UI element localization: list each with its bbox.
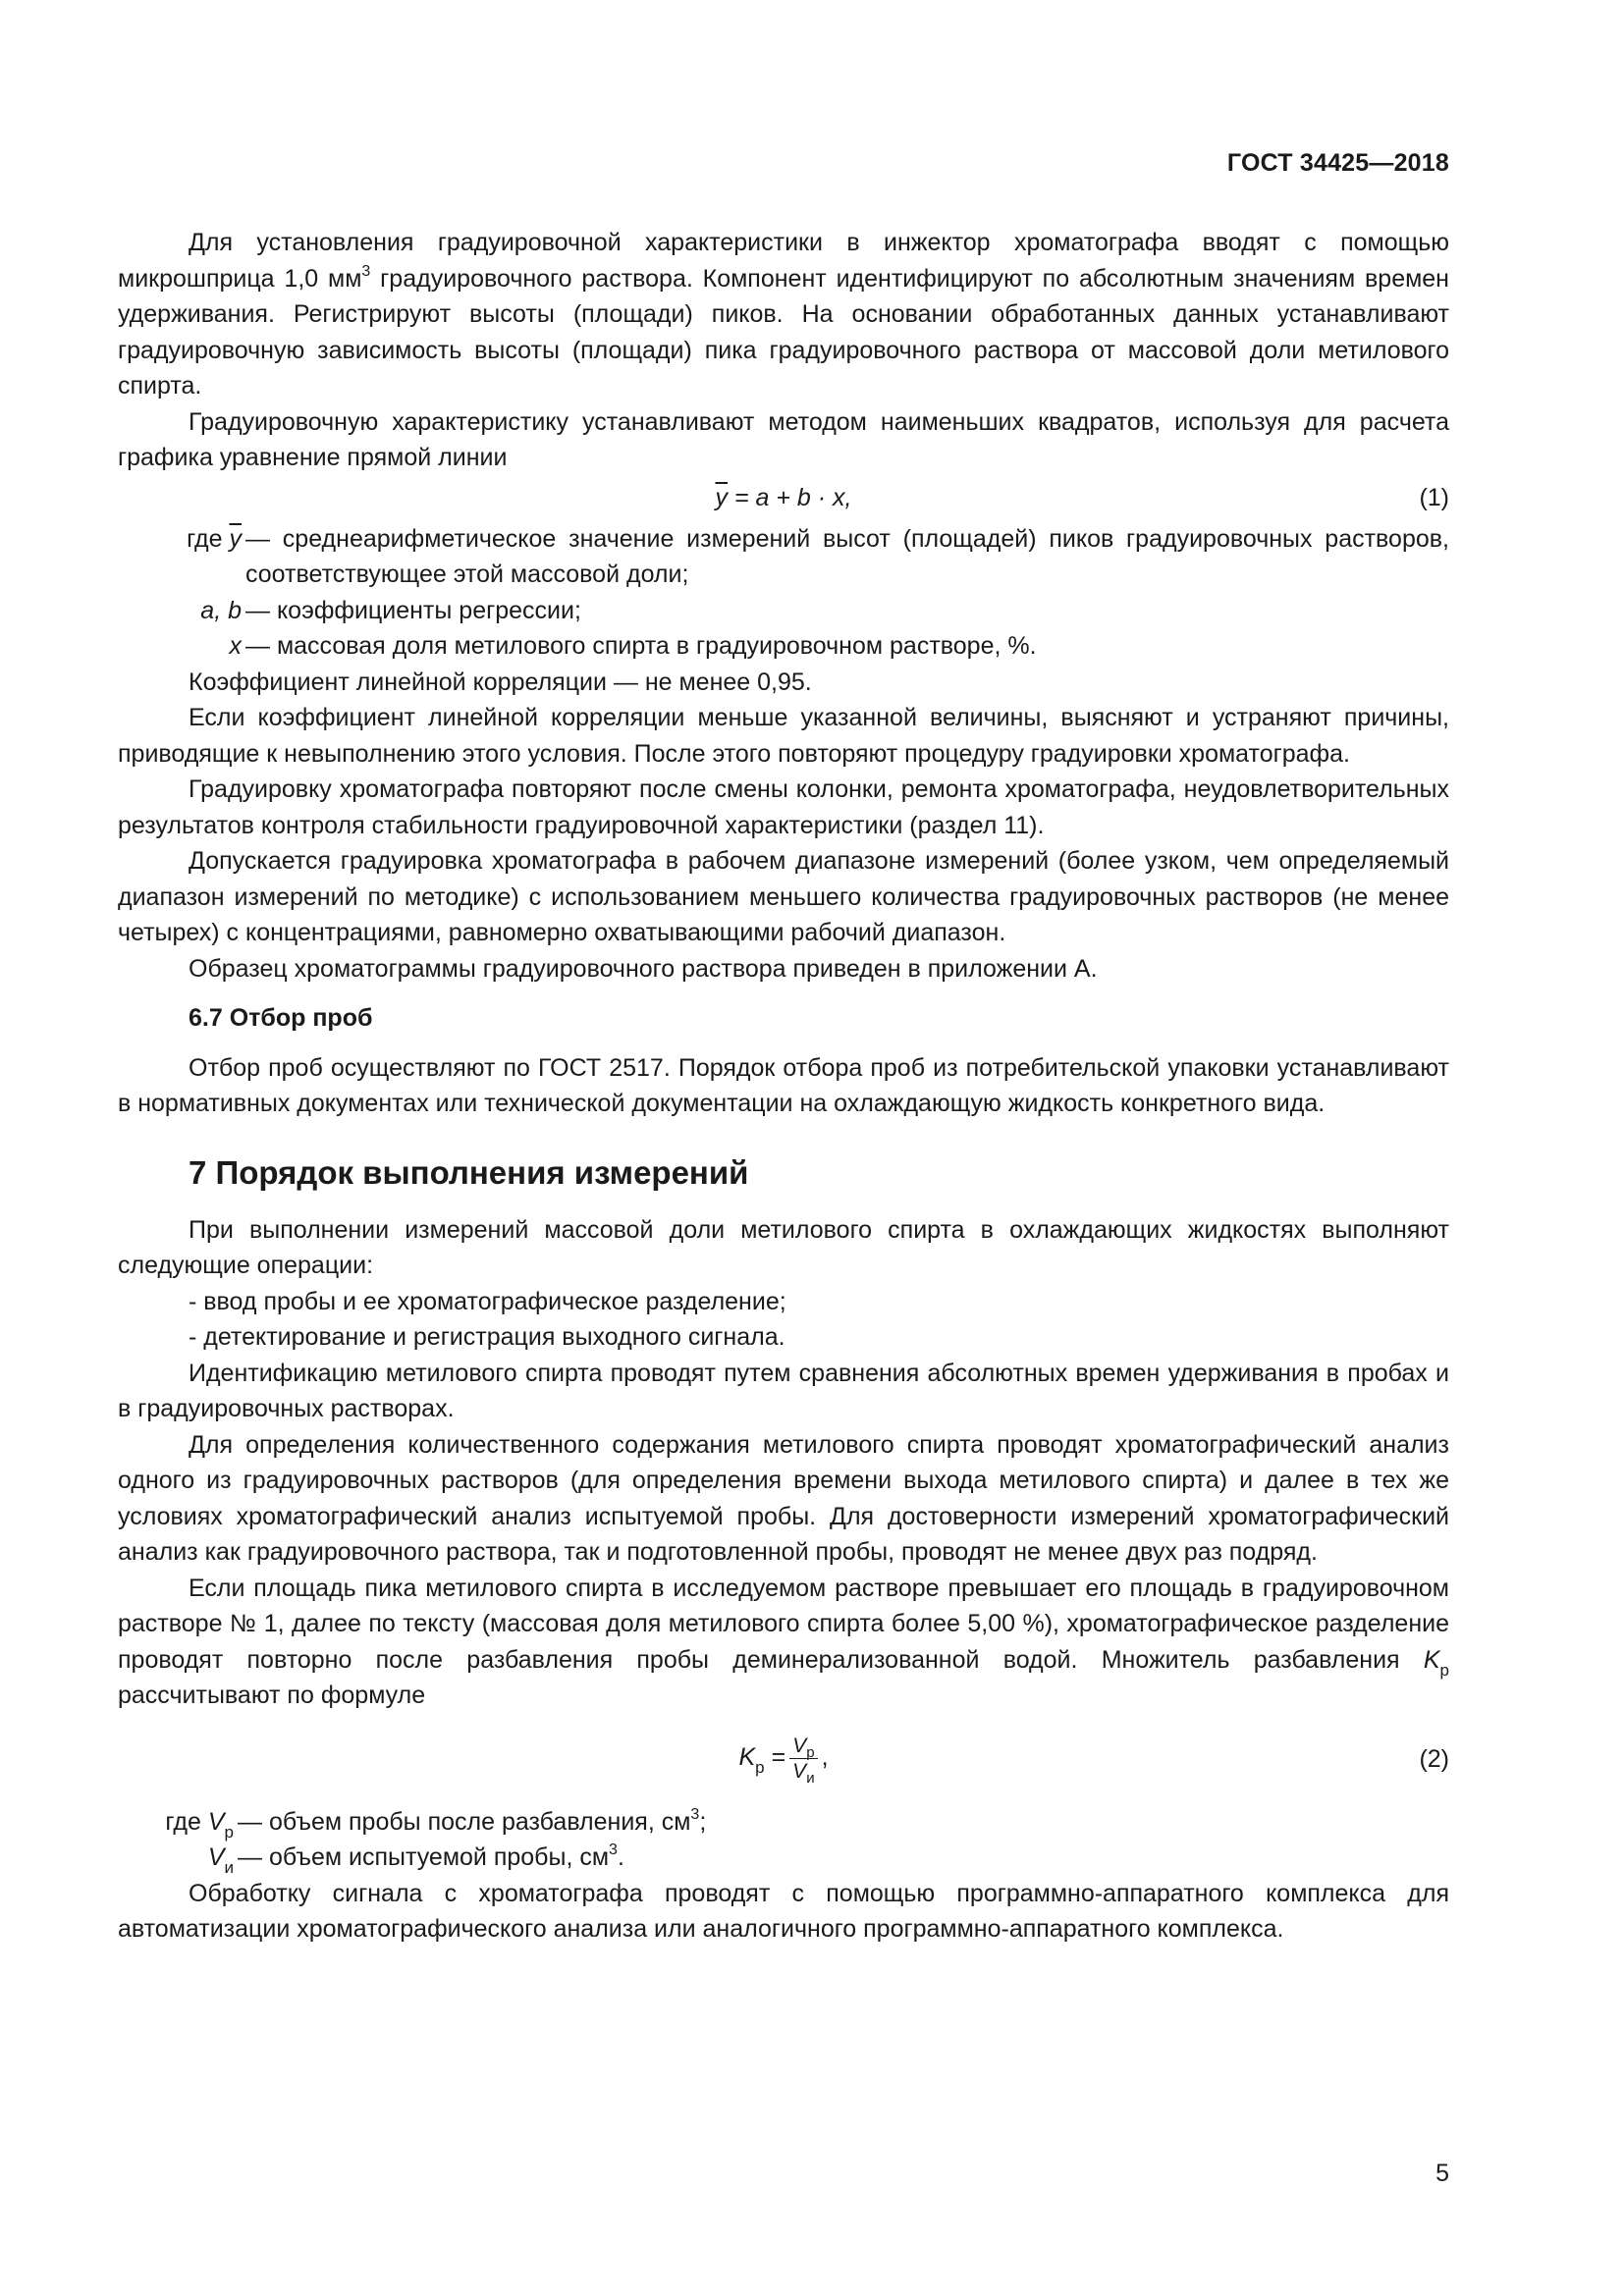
document-page	[118, 0, 1449, 2296]
definitions-1	[118, 521, 1449, 665]
definition-item: a, b — коэффициенты регрессии;	[200, 596, 581, 624]
formula-2	[118, 1714, 1449, 1804]
subsection-title: 6.7 Отбор проб	[189, 1004, 373, 1032]
paragraph: Отбор проб осуществляют по ГОСТ 2517. Порядок отбора проб из потребительской упаковки устанавливают в нормативных документах или технической документации на охлаждающую жидкость конкретного вида.	[118, 1053, 1449, 1117]
page-number: 5	[1435, 2160, 1449, 2187]
formula-number: (2)	[1419, 1744, 1449, 1773]
definition-item: $V_и$ — объем испытуемой пробы, $см^3$.	[207, 1842, 624, 1877]
definition-item: x — массовая доля метилового спирта в градуировочном растворе, %.	[229, 632, 1037, 660]
doc-header: ГОСТ 34425—2018	[1226, 149, 1449, 177]
paragraph: Градуировку хроматографа повторяют после смены колонки, ремонта хроматографа, неудовлетворительных результатов контроля стабильности градуировочной характеристики (раздел 11).	[118, 775, 1449, 839]
paragraph: Для определения количественного содержания метилового спирта проводят хроматографический анализ одного из градуировочных растворов (для определения времени выхода метилового спирта) и далее в тех же условиях хроматографический анализ испытуемой пробы. Для достоверности измерений хроматографический анализ как градуировочного раствора, так и подготовленной пробы, проводят не менее двух раз подряд.	[118, 1430, 1449, 1566]
paragraph: Обработку сигнала с хроматографа проводят с помощью программно-аппаратного комплекса для автоматизации хроматографического анализа или аналогичного программно-аппаратного комплекса.	[118, 1879, 1449, 1943]
list-item: - ввод пробы и ее хроматографическое разделение;	[189, 1287, 786, 1315]
paragraph: Если коэффициент линейной корреляции меньше указанной величины, выясняют и устраняют причины, приводящие к невыполнению этого условия. После этого повторяют процедуру градуировки хроматографа.	[118, 704, 1449, 768]
paragraph: Градуировочную характеристику устанавливают методом наименьших квадратов, используя для расчета графика уравнение прямой линии	[118, 407, 1449, 471]
paragraph: Допускается градуировка хроматографа в рабочем диапазоне измерений (более узком, чем определяемый диапазон измерений по методике) с использованием меньшего количества градуировочных растворов (не менее четырех) с концентрациями, равномерно охватывающими рабочий диапазон.	[118, 847, 1449, 946]
definition-item: где $V_р$ — объем пробы после разбавления, $см^3$;	[165, 1805, 707, 1842]
definitions-2	[118, 1804, 1449, 1876]
paragraph: Коэффициент линейной корреляции — не менее 0,95.	[189, 667, 812, 696]
formula-expression: $\overline{y} = a + b \cdot x$,	[715, 483, 852, 511]
section-title: 7 Порядок выполнения измерений	[189, 1153, 749, 1191]
paragraph: Образец хроматограммы градуировочного раствора приведен в приложении А.	[189, 954, 1098, 983]
document-content	[118, 225, 1449, 1948]
formula-1	[118, 476, 1449, 521]
definition-item: где $\overline{y}$ — среднеарифметическое значение измерений высот (площадей) пиков градуировочных растворов, соответствующее этой массовой доли;	[187, 524, 1449, 588]
paragraph: Для установления градуировочной характеристики в инжектор хроматографа вводят с помощью микрошприца 1,0 $мм^3$ градуировочного раствора. Компонент идентифицируют по абсолютным значениям времен удерживания. Регистрируют высоты (площади) пиков. На основании обработанных данных устанавливают градуировочную зависимость высоты (площади) пика градуировочного раствора от массовой доли метилового спирта.	[118, 229, 1449, 400]
list-item: - детектирование и регистрация выходного сигнала.	[189, 1323, 785, 1351]
paragraph: Если площадь пика метилового спирта в исследуемом растворе превышает его площадь в градуировочном растворе № 1, далее по тексту (массовая доля метилового спирта более 5,00 %), хроматографическое разделение проводят повторно после разбавления пробы деминерализованной водой. Множитель разбавления $K_р$ рассчитывают по формуле	[118, 1574, 1449, 1709]
fraction: $\frac{V_р}{V_и}$	[789, 1734, 817, 1784]
formula-expression: $K_р$ = $\frac{V_р}{V_и}$ ,	[738, 1734, 829, 1787]
paragraph: Идентификацию метилового спирта проводят путем сравнения абсолютных времен удерживания в пробах и в градуировочных растворах.	[118, 1359, 1449, 1422]
superscript: 3	[361, 262, 371, 280]
formula-number: (1)	[1419, 483, 1449, 511]
paragraph: При выполнении измерений массовой доли метилового спирта в охлаждающих жидкостях выполняют следующие операции:	[118, 1215, 1449, 1279]
